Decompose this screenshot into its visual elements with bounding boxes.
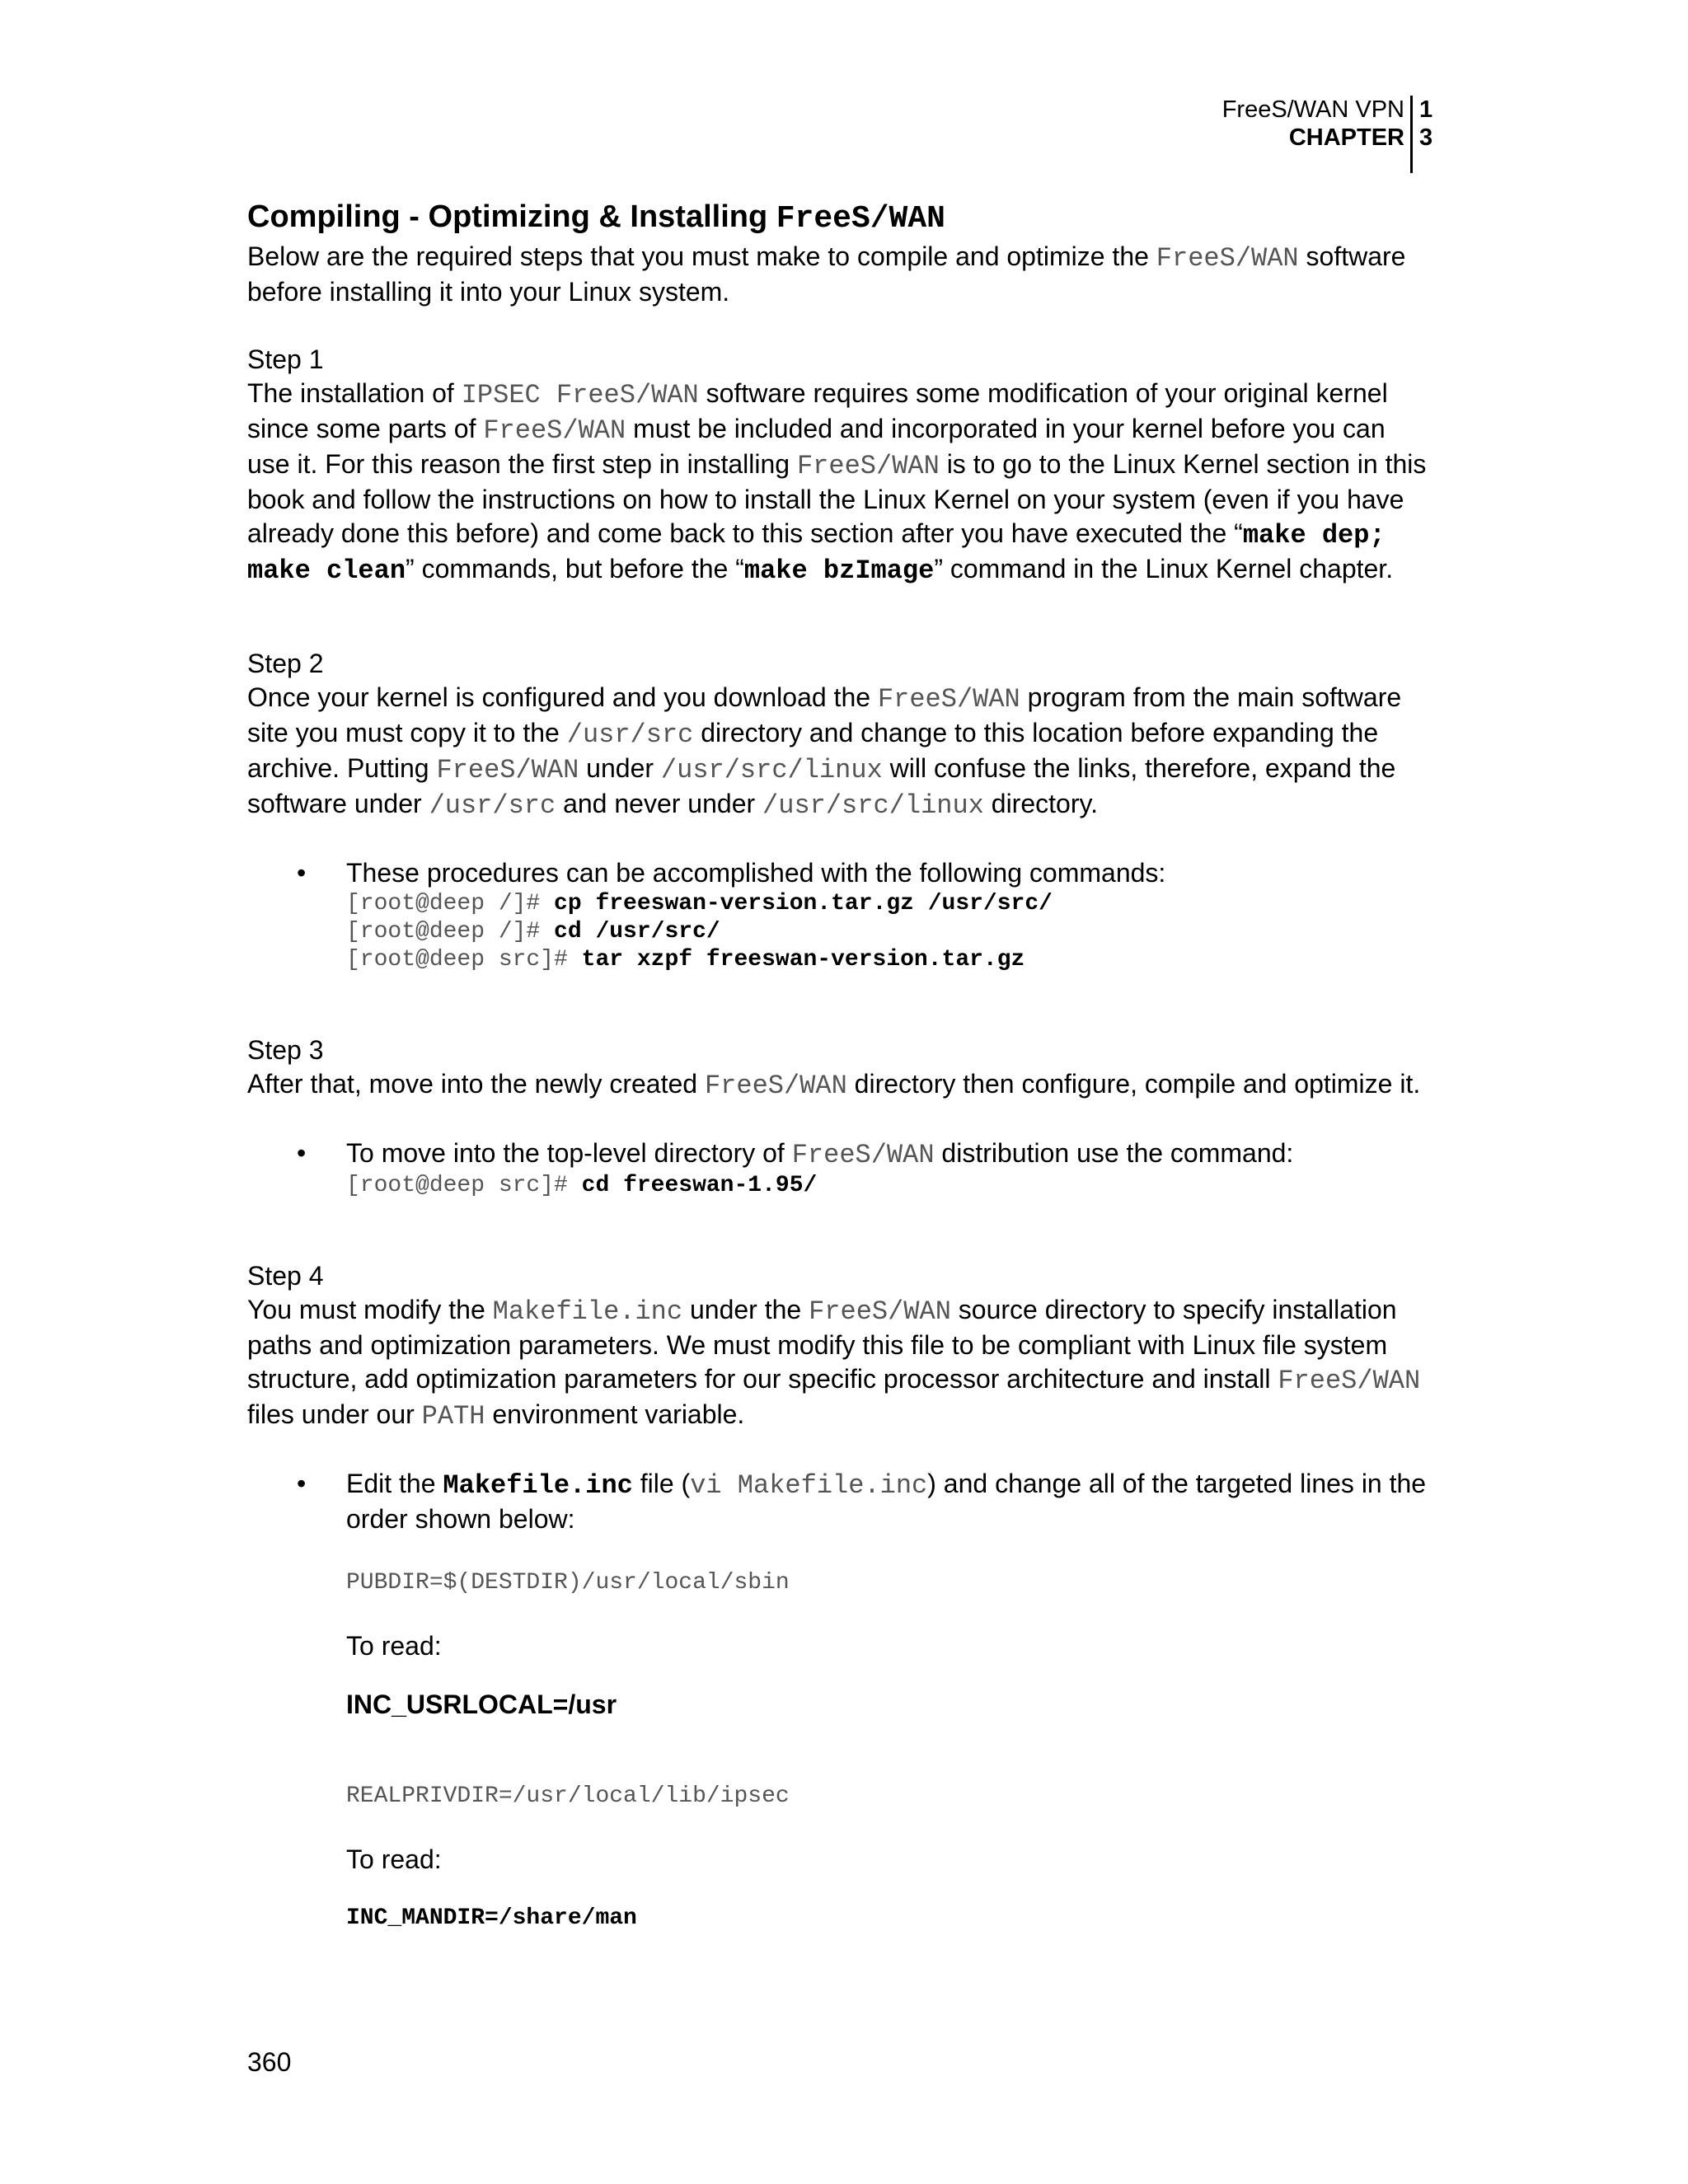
original-line: PUBDIR=$(DESTDIR)/usr/local/sbin [346, 1570, 790, 1596]
step4-bullet: • Edit the Makefile.inc file (vi Makefile.inc) and change all of the targeted lines in the order shown below: [297, 1469, 1427, 1534]
step3-label: Step 3 [247, 1035, 324, 1065]
replacement-line: INC_USRLOCAL=/usr [346, 1690, 617, 1719]
bullet-icon: • [297, 1469, 307, 1498]
step1-label: Step 1 [247, 344, 324, 374]
command-line: [root@deep /]# cp freeswan-version.tar.gz /usr/src/ [346, 891, 1053, 916]
replacement-line: INC_MANDIR=/share/man [346, 1905, 637, 1931]
step3-bullet: • To move into the top-level directory of FreeS/WAN distribution use the command: [root@deep src]# cd freeswan-1.95/ [247, 1137, 1434, 1200]
page-content [247, 196, 1434, 1935]
step1-paragraph: The installation of IPSEC FreeS/WAN software requires some modification of your original kernel since some parts of FreeS/WAN must be included and incorporated in your kernel before you can use it. For this reason the first step in installing FreeS/WAN is to go to the Linux Kernel section in this book and follow the instructions on how to install the Linux Kernel on your system (even if you have already done this before) and come back to this section after you have executed the “make dep; make clean” commands, but before the “make bzImage” command in the Linux Kernel chapter. [247, 378, 1427, 586]
bullet-icon: • [297, 1138, 307, 1168]
command-block [346, 890, 1434, 974]
command-line: [root@deep /]# cd /usr/src/ [346, 919, 720, 944]
step2-bullet: • These procedures can be accomplished with the following commands: [root@deep /]# cp freeswan-version.tar.gz /usr/src/ [root@deep /]# cd /usr/src/ [root@deep src]# tar xzpf freeswan-version.tar.gz [247, 856, 1434, 974]
to-read-label: To read: [346, 1844, 442, 1874]
section-heading: Compiling - Optimizing & Installing FreeS/WAN [247, 199, 945, 237]
step4-paragraph: You must modify the Makefile.inc under the FreeS/WAN source directory to specify installation paths and optimization parameters. We must modify this file to be compliant with Linux file system structure, add optimization parameters for our specific processor architecture and install FreeS/WAN files under our PATH environment variable. [247, 1295, 1421, 1432]
step2-label: Step 2 [247, 649, 324, 678]
page-number: 360 [247, 2047, 292, 2077]
header-chapter-label: CHAPTER [1288, 124, 1404, 151]
to-read-label: To read: [346, 1631, 442, 1661]
config-changes [247, 1536, 1434, 1935]
step2-paragraph: Once your kernel is configured and you download the FreeS/WAN program from the main software site you must copy it to the /usr/src directory and change to this location before expanding the archive. Putting FreeS/WAN under /usr/src/linux will confuse the links, therefore, expand the software under /usr/src and never under /usr/src/linux directory. [247, 682, 1402, 821]
running-header [1222, 96, 1404, 152]
bullet-icon: • [297, 858, 307, 888]
step4-label: Step 4 [247, 1261, 324, 1291]
command-line: [root@deep src]# tar xzpf freeswan-version.tar.gz [346, 947, 1025, 972]
header-chapter-number: 1 3 [1419, 96, 1433, 151]
intro-paragraph: Below are the required steps that you must make to compile and optimize the FreeS/WAN software before installing it into your Linux system. [247, 241, 1406, 307]
header-divider [1410, 96, 1413, 173]
step3-paragraph: After that, move into the newly created FreeS/WAN directory then configure, compile and optimize it. [247, 1069, 1421, 1101]
original-line: REALPRIVDIR=/usr/local/lib/ipsec [346, 1783, 790, 1809]
command-line: [root@deep src]# cd freeswan-1.95/ [346, 1173, 818, 1198]
header-title: FreeS/WAN VPN [1221, 96, 1404, 123]
